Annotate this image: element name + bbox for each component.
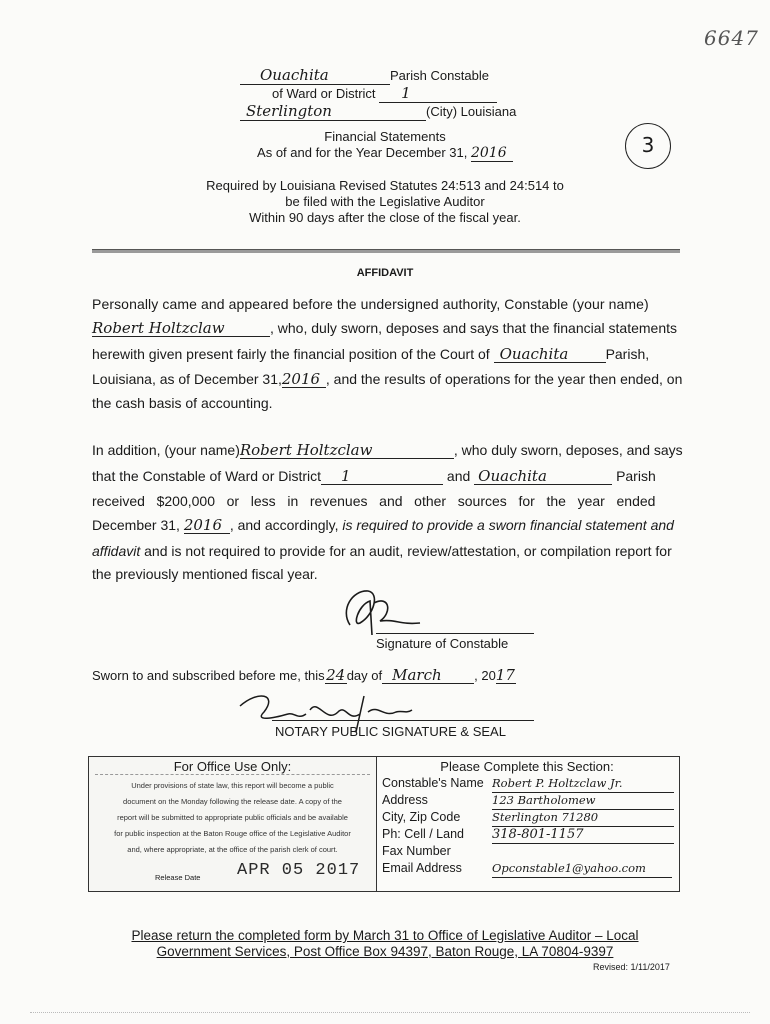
aff-p2-line4-italic: is required to provide a sworn financial statement and [342,517,674,533]
aff-p2-and: and [446,468,471,484]
required-line-3: Within 90 days after the close of the fiscal year. [249,210,521,225]
header-parish-line [240,66,540,85]
revised-date: Revised: 1/11/2017 [593,962,670,972]
office-text-1: Under provisions of state law, this report will become a public [131,781,334,790]
complete-section-box [375,756,680,892]
sworn-year-prefix: , 20 [474,668,496,683]
release-date-label: Release Date [155,873,201,882]
aff-p1-line5: the cash basis of accounting. [92,395,273,411]
parish-name-field: Ouachita [240,66,390,85]
office-text-2: document on the Monday following the release date. A copy of the [123,797,342,806]
field-row-fax [382,843,679,860]
statements-title: Financial Statements [324,129,446,144]
required-line-1: Required by Louisiana Revised Statutes 24:513 and 24:514 to [206,178,564,193]
field-label-constable-name: Constable's Name [382,776,484,790]
field-label-fax: Fax Number [382,844,451,858]
office-use-box [88,756,377,892]
aff-p1-line4 [92,370,683,388]
aff-p2-line3: received $200,000 or less in revenues and other sources for the year ended [92,493,656,509]
court-parish-field: Ouachita [494,346,606,363]
aff-p1-line3 [92,346,678,363]
field-value-address: 123 Bartholomew [492,792,674,810]
field-row-address [382,792,679,809]
field-value-phone: 318-801-1157 [492,826,674,844]
sworn-month-field: March [382,667,474,684]
notary-signature-line [272,720,534,721]
aff-p2-parish-label: Parish [616,468,656,484]
aff-p2-line4 [92,517,678,534]
aff-p1-line3-text: herewith given present fairly the financial position of the Court of [92,346,490,362]
office-text-5: and, where appropriate, at the office of the parish clerk of court. [127,845,338,854]
aff-p1-line4-end: , and the results of operations for the year then ended, on [325,371,683,387]
statements-year-line [215,145,555,162]
aff-p1-line2-text: , who, duly sworn, deposes and says that the financial statements [270,320,678,336]
release-date-stamp: APR 05 2017 [237,861,361,880]
city-name-field: Sterlington [240,102,426,121]
aff-p2-line2 [92,468,678,485]
field-label-email: Email Address [382,861,462,875]
field-label-phone: Ph: Cell / Land [382,827,464,841]
field-value-city-zip: Sterlington 71280 [492,809,674,827]
constable-name-field: Robert Holtzclaw [92,320,270,337]
header-divider [92,249,680,253]
aff-p1-line3-end: Parish, [605,346,650,362]
aff-year-field: 2016 [282,371,326,388]
field-value-constable-name: Robert P. Holtzclaw Jr. [492,775,674,793]
required-line-2: be filed with the Legislative Auditor [285,194,485,209]
affidavit-title: AFFIDAVIT [356,267,414,279]
aff-p1-line1: Personally came and appeared before the undersigned authority, Constable (your name) [92,296,649,312]
office-box-title: For Office Use Only: [95,757,370,775]
ward-number-field: 1 [379,84,497,103]
return-line-1: Please return the completed form by March 31 to Office of Legislative Auditor – Local [131,928,639,943]
corner-number: 6647 [704,26,759,50]
sworn-year-field: 17 [495,666,515,684]
p2-year-field: 2016 [184,517,230,534]
aff-p2-line5-text: and is not required to provide for an audit, review/attestation, or compilation report for [144,543,672,559]
header-ward-line [272,84,532,103]
header-city-line [240,102,540,121]
aff-p1-line2 [92,320,678,337]
parish-label: Parish Constable [390,68,489,83]
aff-p2-line4-mid: , and accordingly, [229,517,339,533]
aff-p1-line4-text: Louisiana, as of December 31, [92,371,282,387]
field-value-email: Opconstable1@yahoo.com [492,860,672,878]
p2-parish-field: Ouachita [474,468,612,485]
sworn-line [92,667,678,684]
complete-box-title: Please Complete this Section: [440,759,614,774]
aff-p2-line4-text: December 31, [92,517,180,533]
field-label-address: Address [382,793,428,807]
aff-p2-line5 [92,543,678,559]
aff-p2-line1-text: In addition, (your name) [92,442,240,458]
aff-p2-line1 [92,441,683,459]
p2-name-field: Robert Holtzclaw [240,442,454,459]
aff-p2-line1-end: , who duly sworn, deposes, and says [453,442,683,458]
return-instructions [100,928,670,960]
required-text [160,178,610,226]
sworn-day-field: 24 [326,666,346,684]
aff-p2-line2-text: that the Constable of Ward or District [92,468,322,484]
statements-year-label: As of and for the Year December 31, [257,145,468,160]
office-box-text [89,775,376,858]
p2-ward-field: 1 [321,468,443,485]
office-text-3: report will be submitted to appropriate public officials and be available [117,813,348,822]
field-row-constable-name [382,775,679,792]
field-label-city-zip: City, Zip Code [382,810,461,824]
aff-p2-line6: the previously mentioned fiscal year. [92,566,318,582]
constable-signature-line [376,633,534,634]
sworn-day-label: day of [346,668,383,683]
office-text-4: for public inspection at the Baton Rouge office of the Legislative Auditor [114,829,351,838]
city-label: (City) Louisiana [426,104,517,119]
notary-label: NOTARY PUBLIC SIGNATURE & SEAL [275,724,506,739]
ward-prefix: of Ward or District [272,86,376,101]
field-row-city-zip [382,809,679,826]
page-number-circle: 3 [625,123,671,169]
sworn-text: Sworn to and subscribed before me, this [92,668,325,683]
field-row-email [382,860,679,877]
constable-signature-label: Signature of Constable [376,636,509,651]
return-line-2: Government Services, Post Office Box 94397, Baton Rouge, LA 70804-9397 [156,944,614,959]
constable-signature [330,585,450,643]
field-row-phone [382,826,679,843]
statements-year-field: 2016 [471,145,513,162]
aff-p2-line5-italic: affidavit [92,543,141,559]
bottom-scan-edge [30,1012,750,1013]
